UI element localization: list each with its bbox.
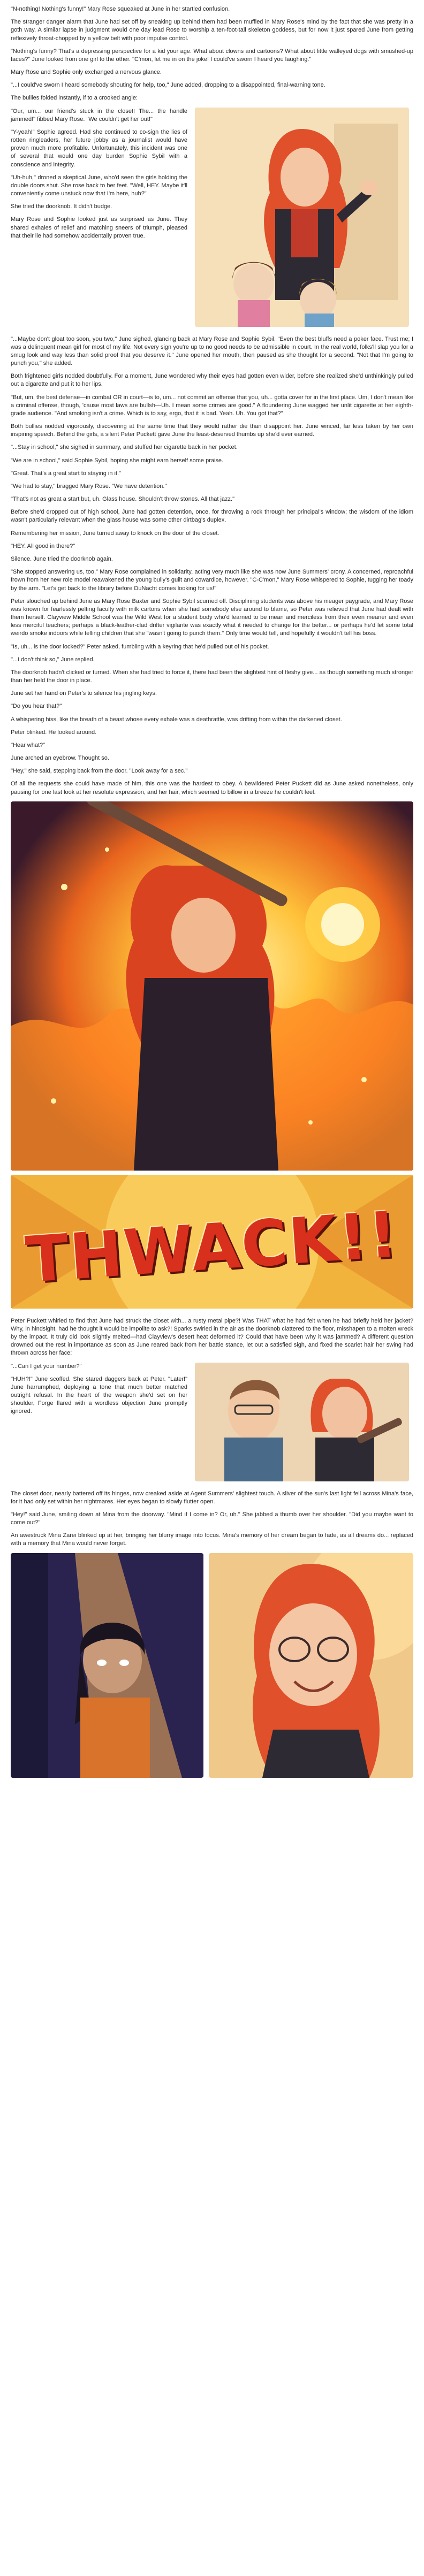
illustration-june-smiling (209, 1553, 413, 1778)
side-text (11, 1363, 187, 1421)
paragraph: "She stopped answering us, too," Mary Rose complained in solidarity, acting very much like she was now June Summers' crony. A concerned, reproachful frown from her new role model reawakened the young bully's guilt and cowardice, however. "C-C'mon," Mary Rose whispered to Sophie, tugging her toady by the arm. "Let's get back to the library before DuNacht comes looking for us!" (11, 569, 413, 592)
paragraph: "...Maybe don't gloat too soon, you two," June sighed, glancing back at Mary Rose and Sophie Sybil. "Even the best bluffs need a poker face. Trust me; I was a delinquent mean girl for most of my life. Not every sign you're up to no good needs to be admissible in court. In the real world, folks'll slap you for a smug look and way less than solid proof that you deserve it." June opened her mouth, then paused as she thought for a second. "Not that I'm going to punch you," she added. (11, 335, 413, 367)
paragraph: Peter slouched up behind June as Mary Rose Baxter and Sophie Sybil scurried off. Disciplining students was above his meager paygrade, and Mary Rose was known for fearlessly pelting faculty with milk cartons when she had somebody else around to blame, so Peter was relieved that June had dealt with them herself. Clayview Middle School was the Wild West for a student body who'd learned to be mean and merciless from their even meaner and even less merciful teachers; perhaps a black-leather-clad drifter vigilante was exactly what it needed to change for the better... or perhaps he'd let some total weirdo smoke indoors while telling children that she "wasn't going to punch them." Only time would tell, and hopefully it wouldn't tell his boss. (11, 598, 413, 637)
paragraph: Both bullies nodded vigorously, discovering at the same time that they would rather die than disappoint her. June winced, far less taken by her own inspiring speech. Behind the girls, a silent Peter Puckett gave June the least-deserved thumbs up she'd ever earned. (11, 423, 413, 438)
text-illustration-row-2 (11, 1363, 413, 1487)
paragraph: June set her hand on Peter's to silence his jingling keys. (11, 690, 157, 697)
paragraph: "N-nothing! Nothing's funny!" Mary Rose squeaked at June in her startled confusion. (11, 6, 230, 12)
paragraph: The bullies folded instantly, if to a crooked angle: (11, 95, 138, 102)
text-illustration-row-1 (11, 108, 413, 332)
paragraph: Remembering her mission, June turned away to knock on the door of the closet. (11, 530, 219, 537)
paragraph: "Uh-huh," droned a skeptical June, who'd seen the girls holding the double doors shut. She rose back to her feet. "Well, HEY. Maybe it'll conveniently come unstuck now that I'm here, huh?" (11, 174, 187, 197)
aftermath-text (11, 1317, 413, 1358)
paragraph: "Do you hear that?" (11, 703, 62, 710)
paragraph: "...I could've sworn I heard somebody shouting for help, too," June added, dropping to a disappointed, final-warning tone. (11, 82, 325, 89)
closing-text (11, 1490, 413, 1548)
paragraph: "Hear what?" (11, 742, 46, 748)
final-panels-row (11, 1553, 413, 1778)
paragraph: The closet door, nearly battered off its hinges, now creaked aside at Agent Summers' slightest touch. A sliver of the sun's last light fell across Mina's face, for it had only set within her nightmares. Her eyes began to slowly flutter open. (11, 1490, 413, 1505)
paragraph: Peter blinked. He looked around. (11, 729, 97, 736)
paragraph: "Is, uh... is the door locked?" Peter asked, fumbling with a keyring that he'd pulled out of his pocket. (11, 643, 269, 650)
paragraph: "Y-yeah!" Sophie agreed. Had she continued to co-sign the lies of rotten ringleaders, her future jobby as a journalist would have proven much more profitable. Unfortunately, this incident was one of several that would one day burden Sophie Sybil with a conscience and integrity. (11, 128, 187, 168)
thwack-sound-effect: THWACK!! (23, 1197, 401, 1297)
illustration-peter-and-june (195, 1363, 409, 1481)
paragraph: Both frightened girls nodded doubtfully. For a moment, June wondered why their eyes had gotten even wider, before she realized she'd unthinkingly pulled out a cigarette and put it to her lips. (11, 373, 413, 388)
side-text (11, 108, 187, 245)
paragraph: "Hey," she said, stepping back from the door. "Look away for a sec." (11, 768, 188, 775)
middle-text (11, 335, 413, 797)
paragraph: The stranger danger alarm that June had set off by sneaking up behind them had been muffled in Mary Rose's mind by the fact that she was pretty in a goth way. A similar lapse in judgment would one day lead Rose to worship a ten-foot-tall skeleton goddess, but for now it just spared June from getting reflexively throat-chopped by a yellow belt with poor impulse control. (11, 19, 413, 42)
opening-text (11, 0, 413, 103)
paragraph: "We are in school," said Sophie Sybil, hoping she might earn herself some praise. (11, 457, 224, 464)
paragraph: "But, um, the best defense—in combat OR in court—is to, um... not commit an offense that you, uh... gotta cover for in the first place. Um, I don't mean like a criminal offense, though, 'cause most laws are bullsh—Uh. I mean some crimes are good." A floundering June wagged her unlit cigarette at her eighth-grade audience. "And smoking isn't a crime. Which is to say, ergo, that it is bad. Yeah. Uh. You got that?" (11, 394, 413, 417)
paragraph: "Nothing's funny? That's a depressing perspective for a kid your age. What about clowns and cartoons? What about little walleyed dogs with smushed-up faces?" June looked from one girl to the other. "C'mon, let me in on the joke! I could've sworn I heard you laughing." (11, 48, 413, 63)
paragraph: "That's not as great a start but, uh. Glass house. Shouldn't throw stones. All that jazz." (11, 496, 235, 503)
paragraph: "We had to stay," bragged Mary Rose. "We have detention." (11, 483, 167, 490)
paragraph: Peter Puckett whirled to find that June had struck the closet with... a rusty metal pipe?! Was THAT what he had felt when he had briefly held her jacket? Why, in hindsight, had he thought it would be impolite to ask?! Sparks swirled in the air as the doorknob clattered to the floor, misshapen to a molten wreck by the impact. It truly did look slightly melted—had Clayview's desert heat deformed it? Could that have been why it was jammed? A different question drowned out the rest in importance as soon as June reared back from her battle stance, let out a satisfied sigh, and fixed the scarlet hair her swing had thrown across her face: (11, 1317, 413, 1357)
paragraph: A whispering hiss, like the breath of a beast whose every exhale was a deathrattle, was drifting from within the darkened closet. (11, 716, 342, 723)
paragraph: Mary Rose and Sophie only exchanged a nervous glance. (11, 69, 162, 76)
illustration-june-and-bullies (195, 108, 409, 327)
paragraph-text: June arched an eyebrow. Thought so. (11, 755, 109, 762)
paragraph: Mary Rose and Sophie looked just as surprised as June. They shared exhales of relief and matching sneers of triumph, pleased that their lie had somehow accidentally proven true. (11, 216, 187, 239)
paragraph: Of all the requests she could have made of him, this one was the hardest to obey. A bewildered Peter Puckett did as June asked nonetheless, only pausing for one last look at her resolute expression, and her hair, which seemed to billow in a breeze he couldn't feel. (11, 781, 413, 796)
paragraph: Silence. June tried the doorknob again. (11, 555, 113, 562)
paragraph: "Great. That's a great start to staying in it." (11, 470, 121, 477)
illustration-fire-pipe-swing (11, 801, 413, 1171)
illustration-mina-in-closet (11, 1553, 203, 1778)
illustration-thwack-sfx (11, 1175, 413, 1309)
paragraph: "...Stay in school," she sighed in summary, and stuffed her cigarette back in her pocket. (11, 444, 238, 451)
paragraph: "HEY. All good in there?" (11, 542, 75, 549)
paragraph: She tried the doorknob. It didn't budge. (11, 203, 112, 210)
paragraph: "HUH?!" June scoffed. She stared daggers back at Peter. "Later!" June harrumphed, deploying a tone that much better matched outright refusal. In the heart of the weapon she'd set on her shoulder, Forge flared with a wordless objection June promptly ignored. (11, 1375, 187, 1415)
paragraph: "Our, um... our friend's stuck in the closet! The... the handle jammed!" fibbed Mary Rose. "We couldn't get her out!" (11, 108, 187, 123)
paragraph (11, 754, 413, 762)
paragraph: An awestruck Mina Zarei blinked up at her, bringing her blurry image into focus. Mina's memory of her dream began to fade, as all dreams do... replaced with a memory that Mina would never forget. (11, 1532, 413, 1547)
paragraph: "...Can I get your number?" (11, 1363, 82, 1370)
paragraph: Before she'd dropped out of high school, June had gotten detention, once, for throwing a rock through her principal's window; the wisdom of the idiom wasn't particularly relevant when the glass house was some other dirtbag's duplex. (11, 509, 413, 524)
paragraph: "Hey!" said June, smiling down at Mina from the doorway. "Mind if I come in? Or, uh." She jabbed a thumb over her shoulder. "Did you maybe want to come out?" (11, 1511, 413, 1526)
paragraph: "...I don't think so," June replied. (11, 656, 95, 663)
paragraph: The doorknob hadn't clicked or turned. When she had tried to force it, there had been the slightest hint of fleshy give... as though something much stronger than her held the door in place. (11, 669, 413, 684)
